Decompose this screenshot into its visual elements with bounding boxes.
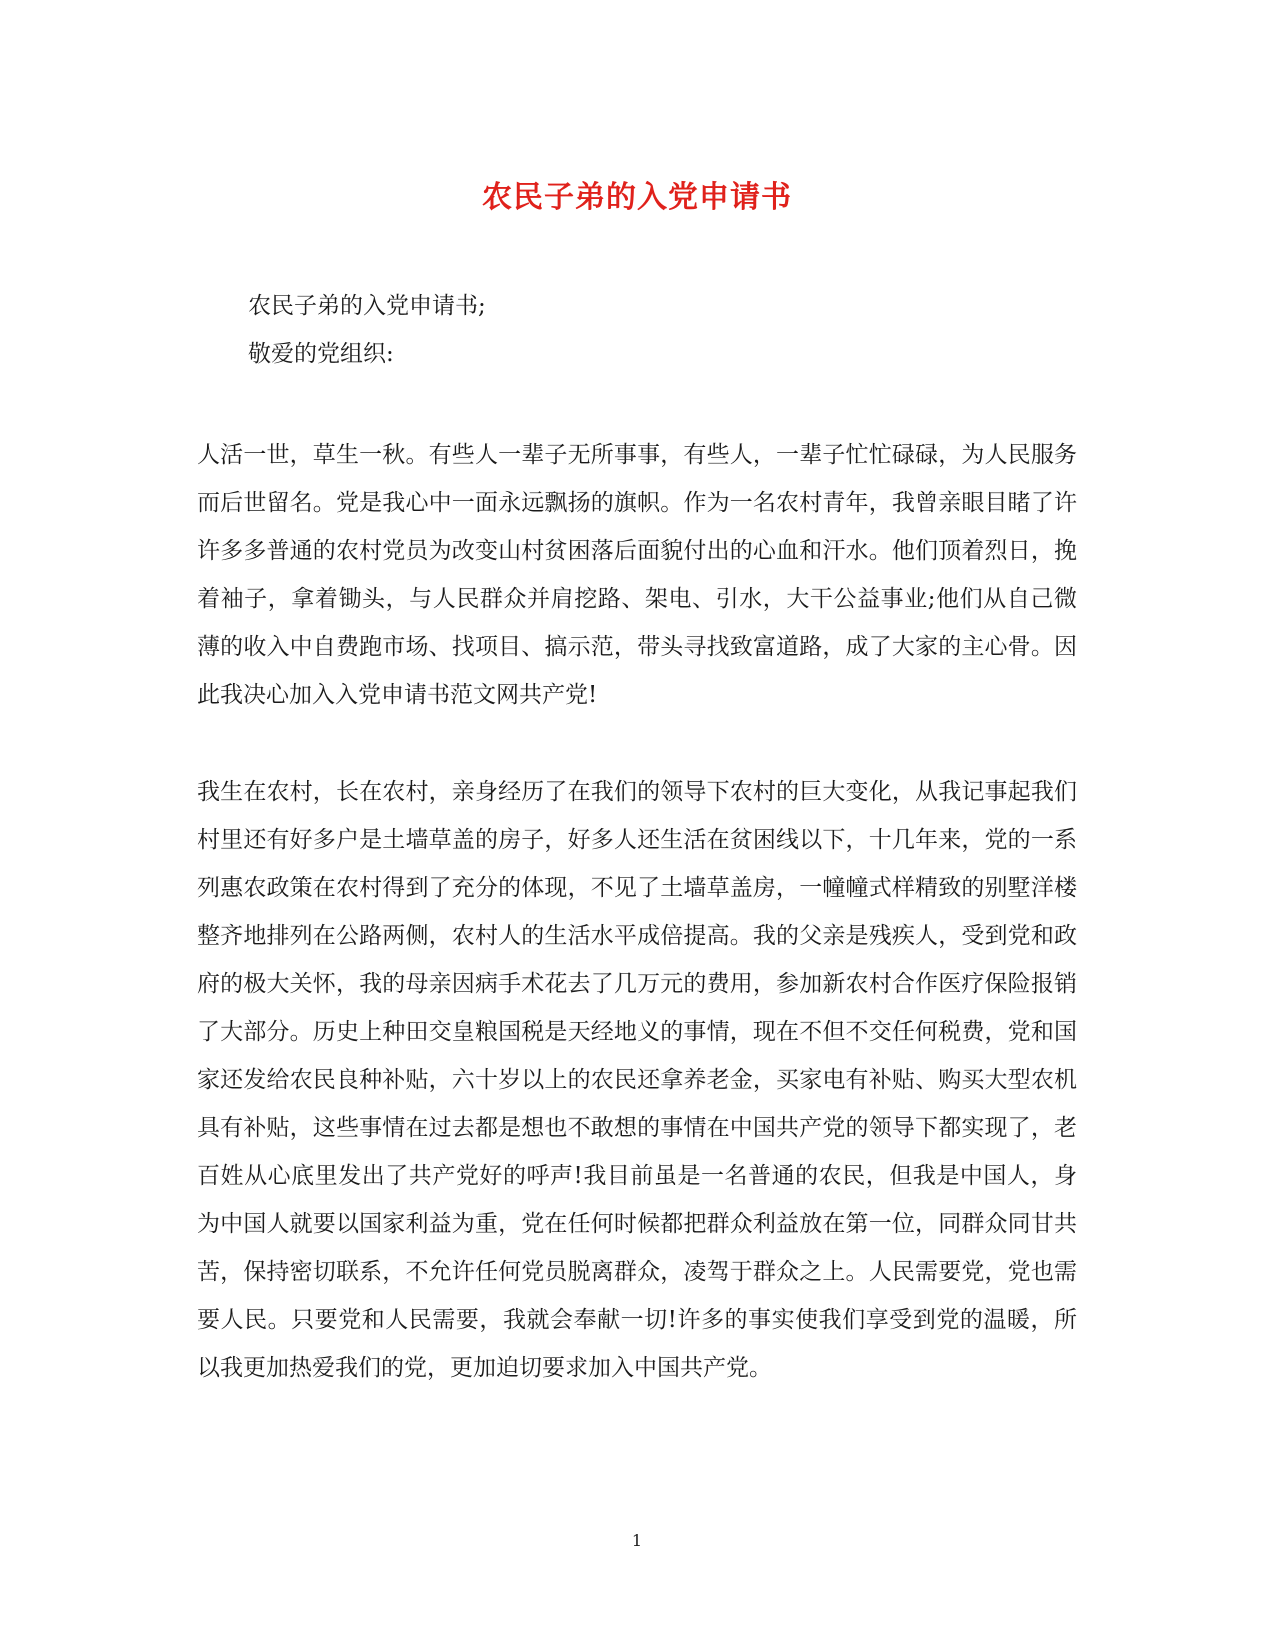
document-title: 农民子弟的入党申请书 xyxy=(482,180,792,215)
body-paragraph-1: 人活一世，草生一秋。有些人一辈子无所事事，有些人，一辈子忙忙碌碌，为人民服务而后世留名。党是我心中一面永远飘扬的旗帜。作为一名农村青年，我曾亲眼目睹了许许多多普通的农村党员为改变山村贫困落后面貌付出的心血和汗水。他们顶着烈日，挽着袖子，拿着锄头，与人民群众并肩挖路、架电、引水，大干公益事业;他们从自己微薄的收入中自费跑市场、找项目、搞示范，带头寻找致富道路，成了大家的主心骨。因此我决心加入入党申请书范文网共产党! xyxy=(197,442,1077,708)
greeting-heading: 农民子弟的入党申请书; xyxy=(248,293,486,319)
body-paragraph-2: 我生在农村，长在农村，亲身经历了在我们的领导下农村的巨大变化，从我记事起我们村里还有好多户是土墙草盖的房子，好多人还生活在贫困线以下，十几年来，党的一系列惠农政策在农村得到了充分的体现，不见了土墙草盖房，一幢幢式样精致的别墅洋楼整齐地排列在公路两侧，农村人的生活水平成倍提高。我的父亲是残疾人，受到党和政府的极大关怀，我的母亲因病手术花去了几万元的费用，参加新农村合作医疗保险报销了大部分。历史上种田交皇粮国税是天经地义的事情，现在不但不交任何税费，党和国家还发给农民良种补贴，六十岁以上的农民还拿养老金，买家电有补贴、购买大型农机具有补贴，这些事情在过去都是想也不敢想的事情在中国共产党的领导下都实现了，老百姓从心底里发出了共产党好的呼声!我目前虽是一名普通的农民，但我是中国人，身为中国人就要以国家利益为重，党在任何时候都把群众利益放在第一位，同群众同甘共苦，保持密切联系，不允许任何党员脱离群众，凌驾于群众之上。人民需要党，党也需要人民。只要党和人民需要，我就会奉献一切!许多的事实使我们享受到党的温暖，所以我更加热爱我们的党，更加迫切要求加入中国共产党。 xyxy=(197,779,1077,1381)
page-number: 1 xyxy=(631,1531,643,1550)
salutation: 敬爱的党组织: xyxy=(248,341,394,367)
